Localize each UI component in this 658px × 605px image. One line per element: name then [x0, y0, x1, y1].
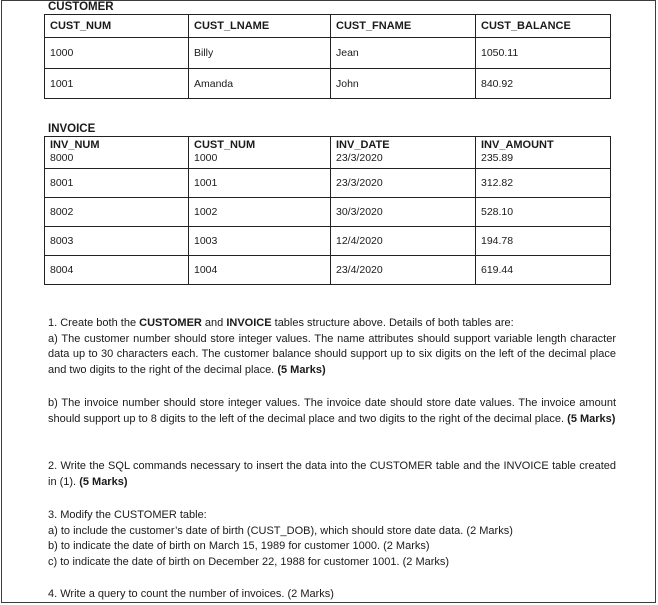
cell-value: 1000: [194, 152, 218, 164]
table-header-row: [45, 15, 611, 38]
question-2: [48, 459, 616, 490]
question-1-intro: [48, 316, 616, 332]
table-cell: Amanda: [189, 69, 331, 99]
table-cell: 8004: [45, 256, 189, 285]
table-row: [45, 38, 611, 69]
question-text: a) The customer number should store integer values. The name attributes should support variable length character data up to 30 characters each. The customer balance should support up to six digits on the left of the decimal place and two digits to the right of the decimal place.: [48, 332, 616, 376]
question-marks: (5 Marks): [567, 412, 616, 425]
cell-value: 8000: [50, 152, 74, 164]
table-cell: 8001: [45, 169, 189, 198]
table-cell: [476, 137, 611, 169]
question-text: tables structure above. Details of both tables are:: [271, 317, 514, 329]
table-cell: 1050.11: [476, 38, 611, 69]
table-cell: 1004: [189, 256, 331, 285]
question-text: and: [201, 317, 227, 329]
table-cell: 8003: [45, 227, 189, 256]
table-cell: 528.10: [476, 198, 611, 227]
column-header: INV_NUM: [50, 139, 100, 151]
table-cell: 1000: [45, 38, 189, 69]
table-cell: 840.92: [476, 69, 611, 99]
column-header: CUST_LNAME: [189, 15, 331, 38]
cell-value: 23/3/2020: [336, 152, 383, 164]
table-row: [45, 198, 611, 227]
column-header: CUST_BALANCE: [476, 15, 611, 38]
question-text-bold: INVOICE: [226, 317, 272, 329]
table-cell: 12/4/2020: [331, 227, 476, 256]
table-cell: 1001: [45, 69, 189, 99]
question-text-bold: CUSTOMER: [139, 317, 202, 329]
table-row: [45, 137, 611, 169]
table-cell: 312.82: [476, 169, 611, 198]
table-cell: 1001: [189, 169, 331, 198]
question-1: [48, 316, 616, 378]
question-text: 2. Write the SQL commands necessary to insert the data into the CUSTOMER table and the INVOICE table created in (1).: [48, 460, 616, 488]
question-text: 1. Create both the: [48, 317, 140, 329]
table-cell: Jean: [331, 38, 476, 69]
table-cell: 30/3/2020: [331, 198, 476, 227]
question-3-title: 3. Modify the CUSTOMER table:: [48, 509, 207, 521]
table-cell: 619.44: [476, 256, 611, 285]
question-3b: b) to indicate the date of birth on March 15, 1989 for customer 1000. (2 Marks): [48, 540, 430, 552]
table-cell: 23/4/2020: [331, 256, 476, 285]
table-row: [45, 169, 611, 198]
question-marks: (5 Marks): [79, 475, 128, 488]
table-cell: 1002: [189, 198, 331, 227]
table-cell: [331, 137, 476, 169]
table-cell: 194.78: [476, 227, 611, 256]
question-marks: (5 Marks): [277, 363, 326, 376]
column-header: INV_AMOUNT: [481, 139, 554, 151]
customer-table: [44, 14, 611, 99]
table-cell: [189, 137, 331, 169]
invoice-table: [44, 136, 611, 285]
column-header: CUST_NUM: [45, 15, 189, 38]
question-3: [48, 508, 616, 570]
table-cell: 23/3/2020: [331, 169, 476, 198]
table-row: [45, 256, 611, 285]
table-row: [45, 227, 611, 256]
invoice-table-title: INVOICE: [48, 123, 96, 135]
table-row: [45, 69, 611, 99]
question-3c: c) to indicate the date of birth on December 22, 1988 for customer 1001. (2 Marks): [48, 555, 450, 568]
table-cell: John: [331, 69, 476, 99]
question-3a: a) to include the customer’s date of birth (CUST_DOB), which should store date data. (2 Marks): [48, 524, 513, 537]
question-1b: [48, 396, 616, 427]
table-cell: 1003: [189, 227, 331, 256]
question-1a: [48, 332, 616, 379]
table-cell: 8002: [45, 198, 189, 227]
column-header: CUST_FNAME: [331, 15, 476, 38]
table-cell: [45, 137, 189, 169]
column-header: CUST_NUM: [194, 139, 256, 151]
question-text: b) The invoice number should store integer values. The invoice date should store date values. The invoice amount should support up to 8 digits to the left of the decimal place and two digits to the right of the decimal place.: [48, 397, 616, 425]
table-cell: Billy: [189, 38, 331, 69]
cell-value: 235.89: [481, 152, 514, 164]
column-header: INV_DATE: [336, 139, 390, 151]
customer-table-title: CUSTOMER: [48, 1, 114, 13]
question-4: 4. Write a query to count the number of invoices. (2 Marks): [48, 588, 334, 600]
